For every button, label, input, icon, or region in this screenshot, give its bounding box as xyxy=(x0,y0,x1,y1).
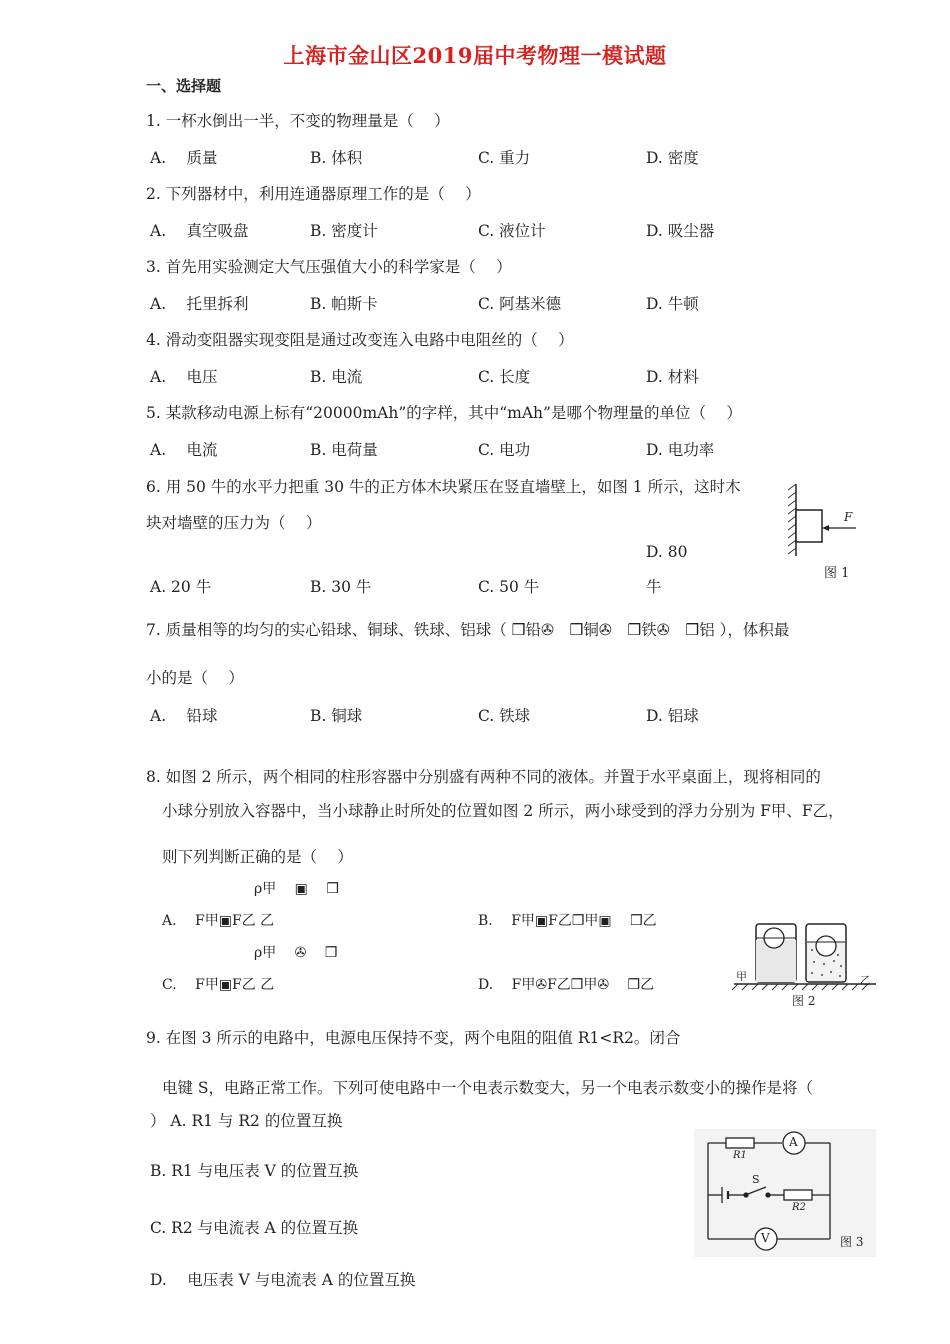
question-9-option-c: C. R2 与电流表 A 的位置互换 xyxy=(150,1219,359,1237)
question-6-option-a: A. 20 牛 xyxy=(150,578,212,596)
section-heading: 一、选择题 xyxy=(146,77,222,95)
question-4-option-b: B. 电流 xyxy=(310,368,363,386)
question-9-option-b: B. R1 与电压表 V 的位置互换 xyxy=(150,1162,359,1180)
question-5-stem: 5. 某款移动电源上标有“20000mAh”的字样，其中“mAh”是哪个物理量的单位（ ） xyxy=(146,404,742,422)
ammeter-label: A xyxy=(789,1135,798,1149)
question-3-option-d: D. 牛顿 xyxy=(646,295,699,313)
figure-1-caption: 图 1 xyxy=(824,566,850,581)
figure-1-drawing xyxy=(782,478,864,582)
figure-3 xyxy=(694,1129,876,1257)
question-2-option-d: D. 吸尘器 xyxy=(646,222,715,240)
question-8-option-a: A. F甲▣F乙 乙 xyxy=(162,913,275,929)
r1-label: R1 xyxy=(733,1150,747,1161)
question-3-option-a: A. 托里拆利 xyxy=(150,295,249,313)
switch-label: S xyxy=(752,1173,760,1186)
question-6-stem-line-2: 块对墙壁的压力为（ ） xyxy=(146,514,322,532)
question-3-stem: 3. 首先用实验测定大气压强值大小的科学家是（ ） xyxy=(146,258,512,276)
figure-1 xyxy=(782,478,864,582)
question-5-option-b: B. 电荷量 xyxy=(310,441,378,459)
question-6-option-b: B. 30 牛 xyxy=(310,578,372,596)
question-1-option-d: D. 密度 xyxy=(646,149,699,167)
question-6-option-d-unit: 牛 xyxy=(646,578,662,596)
question-4-stem: 4. 滑动变阻器实现变阻是通过改变连入电路中电阻丝的（ ） xyxy=(146,331,574,349)
question-3-option-c: C. 阿基米德 xyxy=(478,295,562,313)
r2-label: R2 xyxy=(792,1202,806,1213)
question-2-option-c: C. 液位计 xyxy=(478,222,546,240)
question-9-stem-line-2: 电键 S，电路正常工作。下列可使电路中一个电表示数变大，另一个电表示数变小的操作是将（ xyxy=(162,1079,814,1097)
question-8-option-b: B. F甲▣F乙❒甲▣ ❒乙 xyxy=(478,913,657,929)
question-2-stem: 2. 下列器材中，利用连通器原理工作的是（ ） xyxy=(146,185,481,203)
question-1-option-a: A. 质量 xyxy=(150,149,218,167)
question-6-option-c: C. 50 牛 xyxy=(478,578,540,596)
question-4-option-a: A. 电压 xyxy=(150,368,218,386)
question-2-option-b: B. 密度计 xyxy=(310,222,378,240)
figure-2-right-label: 乙 xyxy=(860,974,871,987)
question-7-option-d: D. 铝球 xyxy=(646,707,699,725)
question-1-option-c: C. 重力 xyxy=(478,149,531,167)
page-title: 上海市金山区2019届中考物理一模试题 xyxy=(283,43,667,68)
figure-2 xyxy=(730,918,880,1010)
question-8-stem-line-1: 8. 如图 2 所示，两个相同的柱形容器中分别盛有两种不同的液体。并置于水平桌面上，现将相同的 xyxy=(146,768,821,786)
question-1-stem: 1. 一杯水倒出一半，不变的物理量是（ ） xyxy=(146,112,450,130)
figure-1-force-label: F xyxy=(844,510,853,524)
question-7-option-b: B. 铜球 xyxy=(310,707,363,725)
question-6-option-d: D. 80 xyxy=(646,543,688,561)
question-5-option-d: D. 电功率 xyxy=(646,441,715,459)
figure-2-caption: 图 2 xyxy=(792,994,816,1008)
question-7-stem-line-1: 7. 质量相等的均匀的实心铅球、铜球、铁球、铝球（ ❒铅✇ ❒铜✇ ❒铁✇ ❒铝 ），体积最 xyxy=(146,621,790,639)
figure-3-caption: 图 3 xyxy=(840,1235,864,1249)
question-7-stem-line-2: 小的是（ ） xyxy=(146,669,244,687)
question-8-stem-line-3: 则下列判断正确的是（ ） xyxy=(162,848,353,866)
question-5-option-a: A. 电流 xyxy=(150,441,218,459)
question-9-stem-line-1: 9. 在图 3 所示的电路中，电源电压保持不变，两个电阻的阻值 R1<R2。闭合 xyxy=(146,1029,681,1047)
question-6-stem-line-1: 6. 用 50 牛的水平力把重 30 牛的正方体木块紧压在竖直墙壁上，如图 1 所示，这时木 xyxy=(146,478,741,496)
question-3-option-b: B. 帕斯卡 xyxy=(310,295,378,313)
question-5-option-c: C. 电功 xyxy=(478,441,531,459)
question-9-stem-line-3: ） A. R1 与 R2 的位置互换 xyxy=(150,1112,343,1130)
question-8-density-row-2: ρ甲 ✇ ❒ xyxy=(254,945,338,961)
question-8-option-d: D. F甲✇F乙❒甲✇ ❒乙 xyxy=(478,977,655,993)
question-8-option-c: C. F甲▣F乙 乙 xyxy=(162,977,275,993)
figure-2-left-label: 甲 xyxy=(736,970,747,983)
question-9-option-d: D. 电压表 V 与电流表 A 的位置互换 xyxy=(150,1271,416,1289)
question-4-option-d: D. 材料 xyxy=(646,368,699,386)
question-2-option-a: A. 真空吸盘 xyxy=(150,222,249,240)
question-7-option-a: A. 铅球 xyxy=(150,707,218,725)
voltmeter-label: V xyxy=(761,1231,770,1245)
question-8-stem-line-2: 小球分别放入容器中，当小球静止时所处的位置如图 2 所示，两小球受到的浮力分别为 F甲、F乙， xyxy=(162,802,844,820)
question-1-option-b: B. 体积 xyxy=(310,149,363,167)
question-4-option-c: C. 长度 xyxy=(478,368,531,386)
question-7-option-c: C. 铁球 xyxy=(478,707,531,725)
question-8-density-row-1: ρ甲 ▣ ❒ xyxy=(254,881,339,897)
